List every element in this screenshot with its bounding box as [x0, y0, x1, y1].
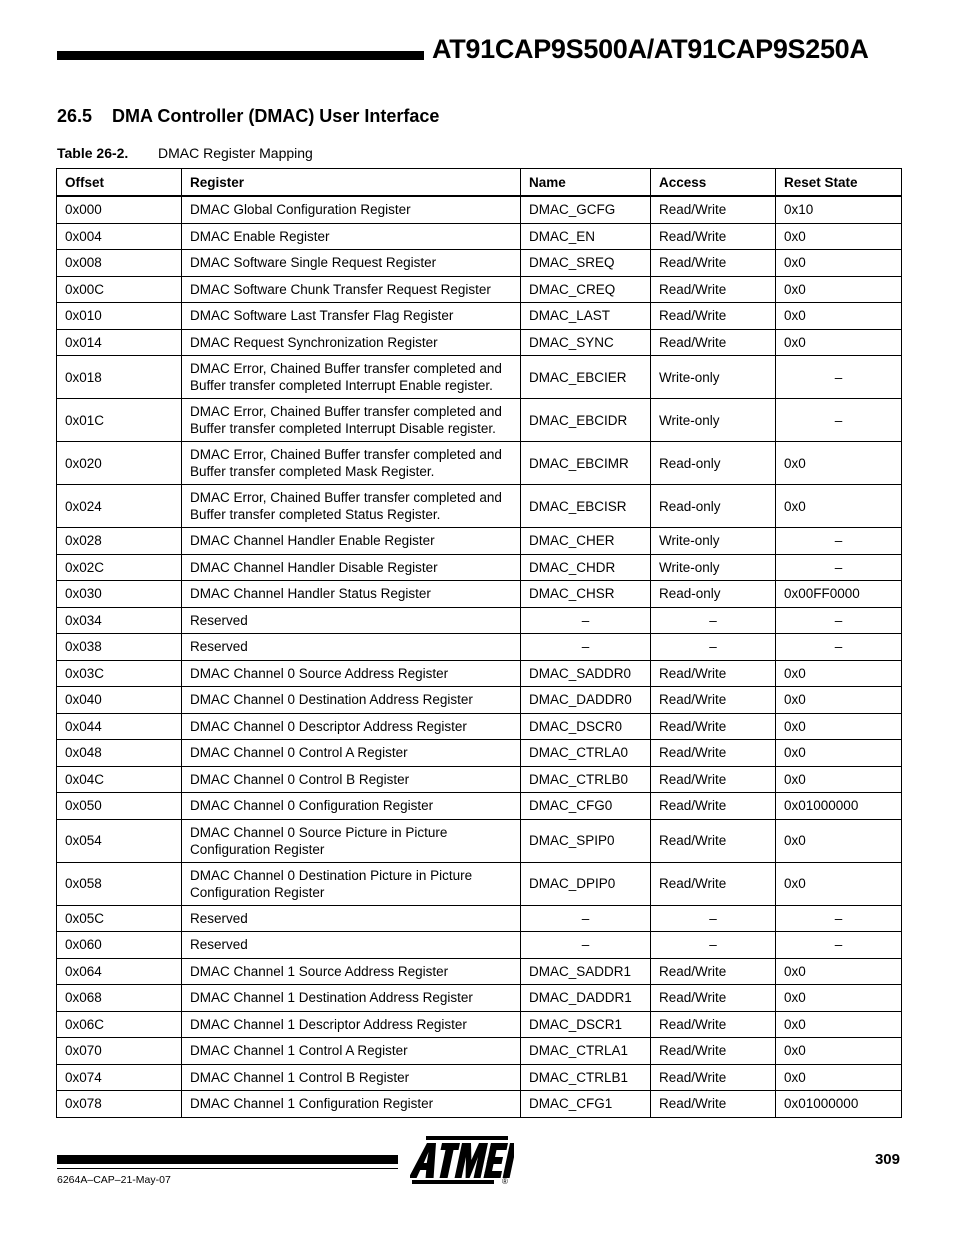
cell-register: Reserved — [182, 905, 521, 932]
column-header-offset: Offset — [57, 169, 182, 197]
registered-mark: ® — [502, 1177, 508, 1186]
table-row — [57, 660, 902, 687]
cell-reset-state: – — [776, 554, 902, 581]
cell-reset-state: 0x0 — [776, 713, 902, 740]
table-row — [57, 196, 902, 223]
cell-offset: 0x074 — [57, 1064, 182, 1091]
cell-reset-state: – — [776, 607, 902, 634]
cell-register: DMAC Channel Handler Status Register — [182, 581, 521, 608]
cell-register: DMAC Software Last Transfer Flag Register — [182, 303, 521, 330]
cell-offset: 0x000 — [57, 196, 182, 223]
table-row — [57, 607, 902, 634]
cell-access: Read/Write — [651, 713, 776, 740]
cell-name: DMAC_CFG1 — [521, 1091, 651, 1118]
cell-name: DMAC_EBCIMR — [521, 442, 651, 485]
cell-access: Read/Write — [651, 958, 776, 985]
column-header-register: Register — [182, 169, 521, 197]
cell-access: Read/Write — [651, 276, 776, 303]
table-row — [57, 985, 902, 1012]
cell-access: Read/Write — [651, 985, 776, 1012]
table-row — [57, 528, 902, 555]
cell-offset: 0x024 — [57, 485, 182, 528]
table-row — [57, 554, 902, 581]
cell-reset-state: 0x0 — [776, 329, 902, 356]
cell-access: Read/Write — [651, 660, 776, 687]
table-header-row — [57, 169, 902, 197]
cell-offset: 0x034 — [57, 607, 182, 634]
cell-reset-state: 0x0 — [776, 985, 902, 1012]
table-row — [57, 819, 902, 862]
table-row — [57, 766, 902, 793]
cell-name: DMAC_EBCISR — [521, 485, 651, 528]
section-number: 26.5 — [57, 106, 93, 126]
table-row — [57, 276, 902, 303]
cell-name: – — [521, 634, 651, 661]
cell-access: Read/Write — [651, 303, 776, 330]
cell-reset-state: – — [776, 528, 902, 555]
cell-register: DMAC Channel 0 Descriptor Address Register — [182, 713, 521, 740]
cell-access: – — [651, 634, 776, 661]
cell-access: – — [651, 932, 776, 959]
cell-offset: 0x014 — [57, 329, 182, 356]
cell-reset-state: 0x0 — [776, 276, 902, 303]
cell-name: DMAC_CHER — [521, 528, 651, 555]
cell-access: Write-only — [651, 554, 776, 581]
cell-name: DMAC_SADDR1 — [521, 958, 651, 985]
register-mapping-table — [56, 168, 902, 1118]
cell-reset-state: 0x00FF0000 — [776, 581, 902, 608]
cell-name: DMAC_GCFG — [521, 196, 651, 223]
cell-access: Write-only — [651, 356, 776, 399]
cell-name: DMAC_CFG0 — [521, 793, 651, 820]
cell-register: DMAC Software Chunk Transfer Request Register — [182, 276, 521, 303]
column-header-reset-state: Reset State — [776, 169, 902, 197]
cell-offset: 0x02C — [57, 554, 182, 581]
cell-access: Read/Write — [651, 862, 776, 905]
document-title: AT91CAP9S500A/AT91CAP9S250A — [432, 34, 869, 64]
cell-reset-state: – — [776, 932, 902, 959]
cell-reset-state: 0x0 — [776, 250, 902, 277]
cell-name: DMAC_CREQ — [521, 276, 651, 303]
cell-name: – — [521, 932, 651, 959]
cell-register: Reserved — [182, 932, 521, 959]
cell-access: Read-only — [651, 581, 776, 608]
table-caption-label: Table 26-2. — [57, 145, 129, 161]
table-row — [57, 634, 902, 661]
cell-access: Read/Write — [651, 1091, 776, 1118]
cell-name: – — [521, 905, 651, 932]
cell-offset: 0x04C — [57, 766, 182, 793]
cell-offset: 0x064 — [57, 958, 182, 985]
table-row — [57, 958, 902, 985]
cell-name: – — [521, 607, 651, 634]
cell-access: Read/Write — [651, 819, 776, 862]
table-body — [57, 196, 902, 1117]
cell-reset-state: 0x0 — [776, 442, 902, 485]
cell-reset-state: 0x0 — [776, 223, 902, 250]
cell-name: DMAC_SADDR0 — [521, 660, 651, 687]
cell-name: DMAC_SYNC — [521, 329, 651, 356]
cell-offset: 0x054 — [57, 819, 182, 862]
cell-name: DMAC_CTRLB0 — [521, 766, 651, 793]
cell-reset-state: 0x0 — [776, 1038, 902, 1065]
cell-access: Write-only — [651, 399, 776, 442]
table-row — [57, 485, 902, 528]
cell-name: DMAC_DSCR1 — [521, 1011, 651, 1038]
cell-offset: 0x070 — [57, 1038, 182, 1065]
cell-register: DMAC Channel 1 Control A Register — [182, 1038, 521, 1065]
cell-name: DMAC_EN — [521, 223, 651, 250]
cell-reset-state: 0x0 — [776, 660, 902, 687]
cell-reset-state: 0x0 — [776, 1011, 902, 1038]
cell-access: Read/Write — [651, 329, 776, 356]
cell-offset: 0x068 — [57, 985, 182, 1012]
cell-register: DMAC Channel 0 Control B Register — [182, 766, 521, 793]
document-code: 6264A–CAP–21-May-07 — [57, 1174, 171, 1186]
cell-reset-state: – — [776, 905, 902, 932]
table-row — [57, 329, 902, 356]
cell-reset-state: 0x0 — [776, 862, 902, 905]
cell-register: DMAC Channel 0 Control A Register — [182, 740, 521, 767]
section-heading — [57, 106, 439, 127]
table-row — [57, 793, 902, 820]
cell-reset-state: 0x0 — [776, 819, 902, 862]
cell-offset: 0x078 — [57, 1091, 182, 1118]
cell-register: DMAC Channel 1 Control B Register — [182, 1064, 521, 1091]
cell-register: DMAC Channel 0 Source Address Register — [182, 660, 521, 687]
cell-name: DMAC_DPIP0 — [521, 862, 651, 905]
cell-name: DMAC_CHDR — [521, 554, 651, 581]
table-row — [57, 303, 902, 330]
cell-offset: 0x008 — [57, 250, 182, 277]
table-row — [57, 250, 902, 277]
cell-reset-state: 0x0 — [776, 740, 902, 767]
cell-access: – — [651, 607, 776, 634]
table-caption — [57, 145, 313, 161]
cell-offset: 0x01C — [57, 399, 182, 442]
cell-offset: 0x050 — [57, 793, 182, 820]
table-row — [57, 356, 902, 399]
cell-offset: 0x030 — [57, 581, 182, 608]
cell-reset-state: 0x0 — [776, 1064, 902, 1091]
cell-register: Reserved — [182, 634, 521, 661]
cell-access: Read/Write — [651, 1038, 776, 1065]
cell-reset-state: 0x01000000 — [776, 793, 902, 820]
cell-reset-state: 0x0 — [776, 958, 902, 985]
cell-name: DMAC_DADDR0 — [521, 687, 651, 714]
cell-name: DMAC_CTRLA1 — [521, 1038, 651, 1065]
table-row — [57, 399, 902, 442]
cell-reset-state: 0x10 — [776, 196, 902, 223]
table-row — [57, 905, 902, 932]
cell-offset: 0x058 — [57, 862, 182, 905]
cell-access: Read/Write — [651, 1064, 776, 1091]
cell-offset: 0x010 — [57, 303, 182, 330]
cell-register: DMAC Channel 1 Descriptor Address Register — [182, 1011, 521, 1038]
table-row — [57, 1091, 902, 1118]
cell-register: DMAC Error, Chained Buffer transfer completed and Buffer transfer completed Interrupt Enable register. — [182, 356, 521, 399]
cell-access: Read-only — [651, 442, 776, 485]
cell-offset: 0x05C — [57, 905, 182, 932]
cell-access: Read/Write — [651, 687, 776, 714]
cell-name: DMAC_EBCIER — [521, 356, 651, 399]
cell-access: – — [651, 905, 776, 932]
cell-register: DMAC Error, Chained Buffer transfer completed and Buffer transfer completed Interrupt Disable register. — [182, 399, 521, 442]
cell-offset: 0x060 — [57, 932, 182, 959]
cell-name: DMAC_CTRLA0 — [521, 740, 651, 767]
header-rule — [57, 51, 424, 60]
cell-register: DMAC Channel 1 Configuration Register — [182, 1091, 521, 1118]
cell-access: Read/Write — [651, 740, 776, 767]
table-row — [57, 862, 902, 905]
table-row — [57, 932, 902, 959]
cell-register: DMAC Channel 1 Source Address Register — [182, 958, 521, 985]
cell-name: DMAC_CHSR — [521, 581, 651, 608]
cell-register: DMAC Channel 1 Destination Address Register — [182, 985, 521, 1012]
cell-name: DMAC_LAST — [521, 303, 651, 330]
cell-register: DMAC Channel 0 Destination Address Register — [182, 687, 521, 714]
table-caption-text: DMAC Register Mapping — [158, 145, 313, 161]
cell-register: DMAC Channel 0 Destination Picture in Picture Configuration Register — [182, 862, 521, 905]
cell-reset-state: 0x0 — [776, 687, 902, 714]
cell-register: Reserved — [182, 607, 521, 634]
cell-access: Read/Write — [651, 250, 776, 277]
cell-register: DMAC Enable Register — [182, 223, 521, 250]
cell-reset-state: 0x0 — [776, 303, 902, 330]
cell-offset: 0x06C — [57, 1011, 182, 1038]
cell-reset-state: 0x01000000 — [776, 1091, 902, 1118]
cell-access: Read/Write — [651, 196, 776, 223]
cell-register: DMAC Channel 0 Source Picture in Picture Configuration Register — [182, 819, 521, 862]
cell-offset: 0x018 — [57, 356, 182, 399]
table-row — [57, 1011, 902, 1038]
cell-access: Write-only — [651, 528, 776, 555]
table-row — [57, 442, 902, 485]
cell-access: Read/Write — [651, 223, 776, 250]
table-row — [57, 581, 902, 608]
column-header-access: Access — [651, 169, 776, 197]
cell-name: DMAC_EBCIDR — [521, 399, 651, 442]
cell-register: DMAC Channel 0 Configuration Register — [182, 793, 521, 820]
cell-offset: 0x038 — [57, 634, 182, 661]
cell-register: DMAC Channel Handler Enable Register — [182, 528, 521, 555]
cell-reset-state: – — [776, 399, 902, 442]
cell-register: DMAC Error, Chained Buffer transfer completed and Buffer transfer completed Mask Register. — [182, 442, 521, 485]
table-row — [57, 687, 902, 714]
cell-register: DMAC Global Configuration Register — [182, 196, 521, 223]
table-row — [57, 740, 902, 767]
cell-register: DMAC Software Single Request Register — [182, 250, 521, 277]
section-title: DMA Controller (DMAC) User Interface — [112, 106, 440, 126]
cell-reset-state: – — [776, 356, 902, 399]
cell-name: DMAC_CTRLB1 — [521, 1064, 651, 1091]
cell-access: Read/Write — [651, 1011, 776, 1038]
cell-reset-state: – — [776, 634, 902, 661]
cell-name: DMAC_DADDR1 — [521, 985, 651, 1012]
table-row — [57, 223, 902, 250]
cell-name: DMAC_SPIP0 — [521, 819, 651, 862]
cell-offset: 0x004 — [57, 223, 182, 250]
table-row — [57, 713, 902, 740]
cell-offset: 0x028 — [57, 528, 182, 555]
cell-name: DMAC_DSCR0 — [521, 713, 651, 740]
cell-offset: 0x048 — [57, 740, 182, 767]
cell-name: DMAC_SREQ — [521, 250, 651, 277]
column-header-name: Name — [521, 169, 651, 197]
cell-register: DMAC Request Synchronization Register — [182, 329, 521, 356]
cell-register: DMAC Channel Handler Disable Register — [182, 554, 521, 581]
cell-offset: 0x044 — [57, 713, 182, 740]
cell-offset: 0x040 — [57, 687, 182, 714]
cell-offset: 0x020 — [57, 442, 182, 485]
table-row — [57, 1038, 902, 1065]
cell-offset: 0x03C — [57, 660, 182, 687]
atmel-logo-icon — [410, 1136, 514, 1186]
table-row — [57, 1064, 902, 1091]
cell-reset-state: 0x0 — [776, 766, 902, 793]
cell-reset-state: 0x0 — [776, 485, 902, 528]
cell-offset: 0x00C — [57, 276, 182, 303]
cell-access: Read/Write — [651, 793, 776, 820]
page-number: 309 — [874, 1151, 900, 1168]
cell-access: Read-only — [651, 485, 776, 528]
cell-register: DMAC Error, Chained Buffer transfer completed and Buffer transfer completed Status Register. — [182, 485, 521, 528]
cell-access: Read/Write — [651, 766, 776, 793]
footer-thin-rule — [57, 1168, 398, 1169]
footer-rule — [57, 1155, 398, 1164]
